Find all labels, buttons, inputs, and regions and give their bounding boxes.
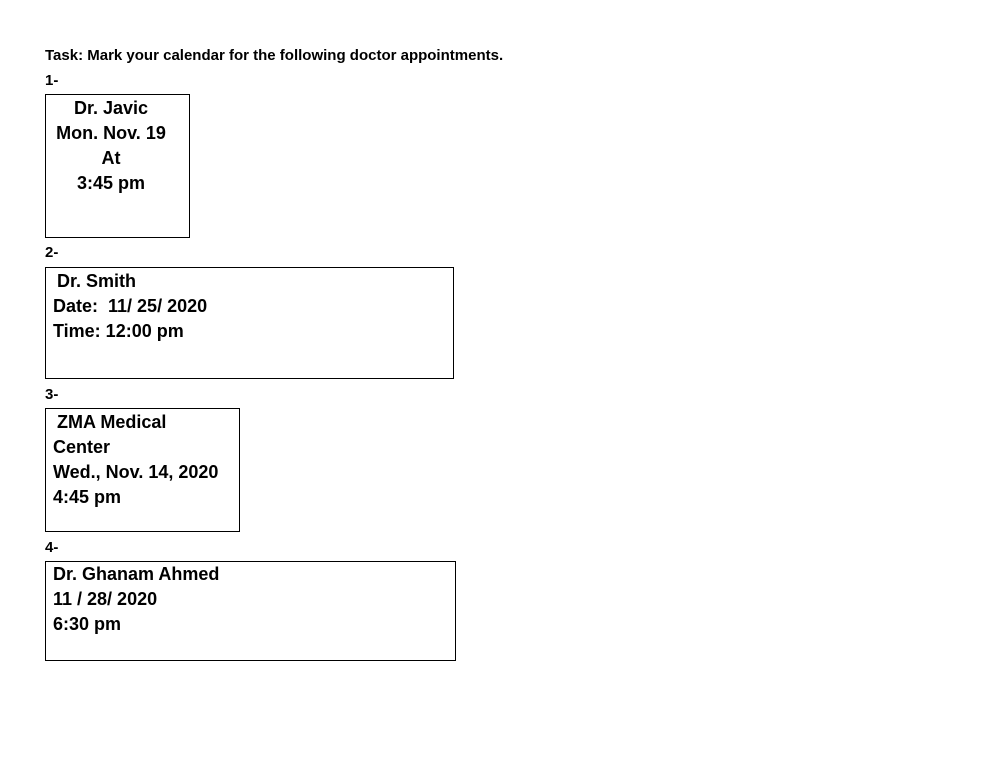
appointment-time: 6:30 pm xyxy=(53,614,122,634)
task-instruction: Task: Mark your calendar for the following doctor appointments. xyxy=(45,47,504,64)
appointment-number-1: 1- xyxy=(45,72,59,89)
appointment-box-4 xyxy=(45,561,456,661)
appointment-doctor: Dr. Smith xyxy=(57,271,137,291)
appointment-time: 3:45 pm xyxy=(76,173,146,193)
appointment-number-2: 2- xyxy=(45,244,59,261)
appointment-doctor: Dr. Ghanam Ahmed xyxy=(53,564,220,584)
appointment-date: Date: 11/ 25/ 2020 xyxy=(53,296,208,316)
appointment-box-1 xyxy=(45,94,190,238)
appointment-number-3: 3- xyxy=(45,386,59,403)
appointment-place-continued: Center xyxy=(53,437,111,457)
appointment-date: 11 / 28/ 2020 xyxy=(53,589,158,609)
appointment-at-label: At xyxy=(101,148,121,168)
appointment-date: Mon. Nov. 19 xyxy=(56,123,166,143)
appointment-box-3 xyxy=(45,408,240,532)
appointment-date: Wed., Nov. 14, 2020 xyxy=(53,462,219,482)
appointment-time: Time: 12:00 pm xyxy=(53,321,184,341)
appointment-number-4: 4- xyxy=(45,539,59,556)
appointment-place: ZMA Medical xyxy=(57,412,167,432)
appointment-time: 4:45 pm xyxy=(53,487,122,507)
appointment-doctor: Dr. Javic xyxy=(73,98,149,118)
appointment-box-2 xyxy=(45,267,454,379)
